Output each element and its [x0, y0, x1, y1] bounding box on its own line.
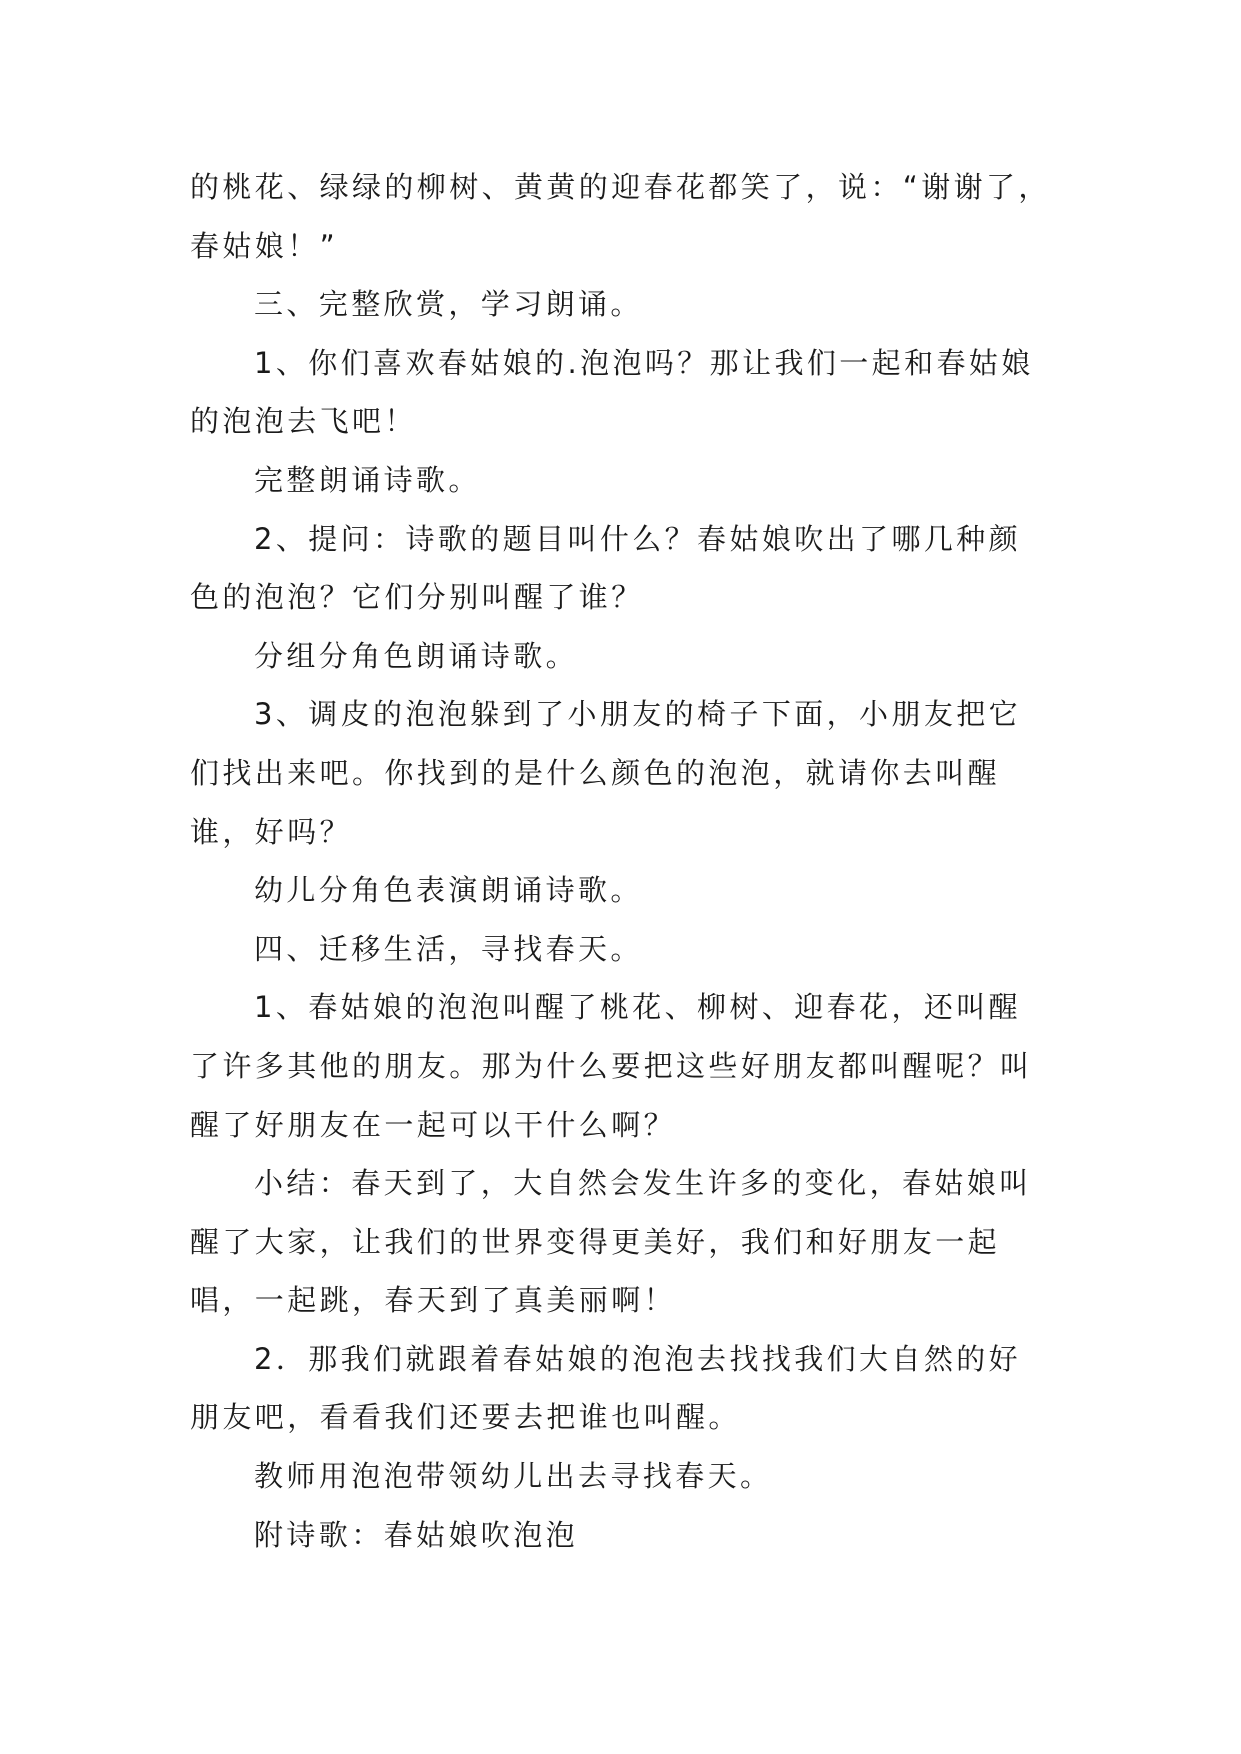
section-heading-3: 三、完整欣赏，学习朗诵。 — [254, 287, 643, 322]
paragraph-item: 2、提问：诗歌的题目叫什么？春姑娘吹出了哪几种颜色的泡泡？它们分别叫醒了谁？ — [190, 521, 1022, 615]
paragraph-item: 完整朗诵诗歌。 — [254, 462, 481, 497]
section-heading-4: 四、迁移生活，寻找春天。 — [254, 931, 643, 966]
document-page — [190, 158, 1052, 1564]
paragraph-item: 3、调皮的泡泡躲到了小朋友的椅子下面，小朋友把它们找出来吧。你找到的是什么颜色的泡泡，就请你去叫醒谁，好吗？ — [190, 697, 1022, 849]
paragraph-item: 1、你们喜欢春姑娘的.泡泡吗？那让我们一起和春姑娘的泡泡去飞吧！ — [190, 345, 1034, 439]
paragraph-item: 1、春姑娘的泡泡叫醒了桃花、柳树、迎春花，还叫醒了许多其他的朋友。那为什么要把这些好朋友都叫醒呢？叫醒了好朋友在一起可以干什么啊？ — [190, 990, 1033, 1142]
paragraph-item: 教师用泡泡带领幼儿出去寻找春天。 — [254, 1459, 773, 1494]
paragraph-item: 幼儿分角色表演朗诵诗歌。 — [254, 873, 643, 908]
paragraph-item: 2．那我们就跟着春姑娘的泡泡去找找我们大自然的好朋友吧，看看我们还要去把谁也叫醒。 — [190, 1341, 1022, 1435]
summary-paragraph: 小结：春天到了，大自然会发生许多的变化，春姑娘叫醒了大家，让我们的世界变得更美好，我们和好朋友一起唱，一起跳，春天到了真美丽啊！ — [190, 1166, 1032, 1318]
paragraph-item: 分组分角色朗诵诗歌。 — [254, 638, 579, 673]
paragraph-continuation: 的桃花、绿绿的柳树、黄黄的迎春花都笑了，说：“谢谢了，春姑娘！” — [190, 170, 1051, 263]
poem-title-line: 附诗歌：春姑娘吹泡泡 — [254, 1517, 579, 1552]
